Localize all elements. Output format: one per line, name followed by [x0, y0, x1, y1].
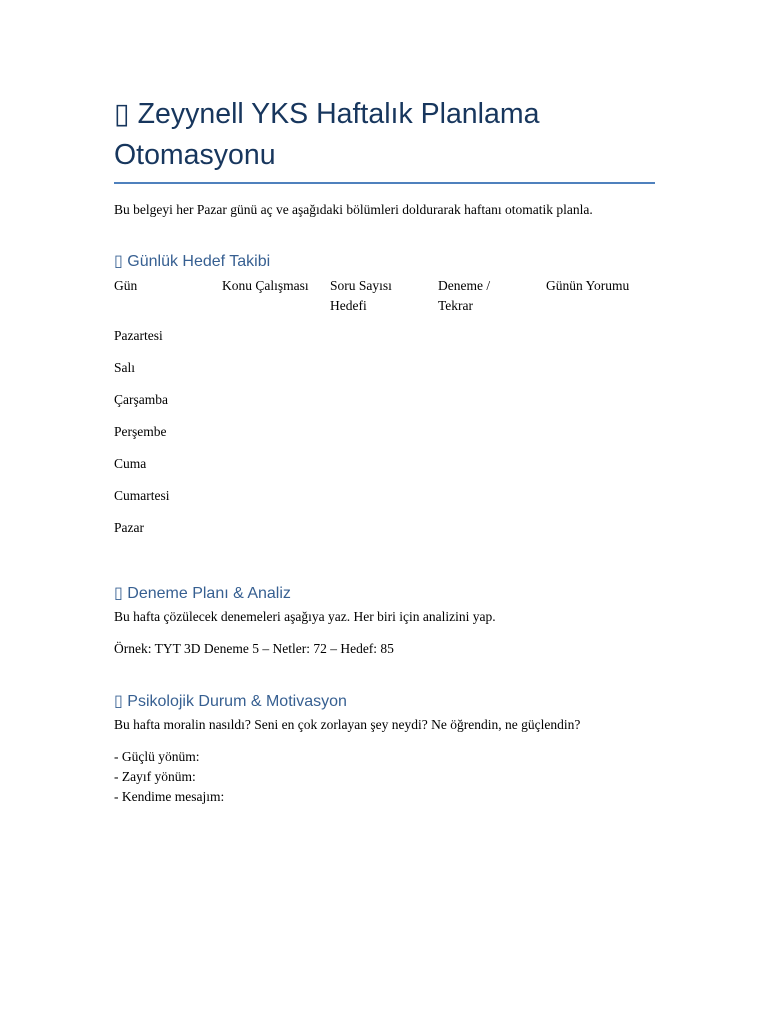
exam-plan-text: Bu hafta çözülecek denemeleri aşağıya yaz. Her biri için analizini yap. — [114, 609, 496, 624]
table-row: Cuma — [114, 456, 147, 471]
mood-list — [114, 747, 224, 807]
table-row: Pazar — [114, 520, 144, 535]
column-header-question-goal: Soru Sayısı Hedefi — [330, 278, 392, 313]
column-header-exam-review: Deneme / Tekrar — [438, 278, 491, 313]
exam-plan-heading — [114, 583, 291, 605]
mood-text: Bu hafta moralin nasıldı? Seni en çok zorlayan şey neydi? Ne öğrendin, ne güçlendin? — [114, 717, 581, 732]
table-header-row — [114, 276, 655, 316]
column-header-day: Gün — [114, 278, 138, 293]
missing-glyph-icon: ▯ — [114, 253, 123, 270]
daily-tracking-heading — [114, 251, 270, 273]
document-title-text: Zeyynell YKS Haftalık Planlama Otomasyonu — [114, 98, 540, 171]
table-row: Salı — [114, 360, 136, 375]
exam-plan-example: Örnek: TYT 3D Deneme 5 – Netler: 72 – Hedef: 85 — [114, 641, 394, 656]
column-header-day-comment: Günün Yorumu — [546, 278, 630, 293]
daily-tracking-heading-text: Günlük Hedef Takibi — [127, 253, 271, 270]
missing-glyph-icon: ▯ — [114, 693, 123, 710]
mood-heading-text: Psikolojik Durum & Motivasyon — [127, 693, 347, 710]
daily-tracking-table — [114, 276, 655, 316]
table-row: Perşembe — [114, 424, 167, 439]
table-row: Cumartesi — [114, 488, 170, 503]
table-row: Çarşamba — [114, 392, 168, 407]
exam-plan-heading-text: Deneme Planı & Analiz — [127, 585, 291, 602]
document-title — [114, 94, 655, 184]
missing-glyph-icon: ▯ — [114, 98, 130, 130]
table-row: Pazartesi — [114, 328, 163, 343]
intro-paragraph: Bu belgeyi her Pazar günü aç ve aşağıdaki bölümleri doldurarak haftanı otomatik planla. — [114, 202, 593, 217]
missing-glyph-icon: ▯ — [114, 585, 123, 602]
list-item: - Zayıf yönüm: — [114, 769, 196, 784]
mood-heading — [114, 691, 347, 713]
column-header-topic: Konu Çalışması — [222, 278, 309, 293]
list-item: - Güçlü yönüm: — [114, 749, 200, 764]
list-item: - Kendime mesajım: — [114, 789, 225, 804]
